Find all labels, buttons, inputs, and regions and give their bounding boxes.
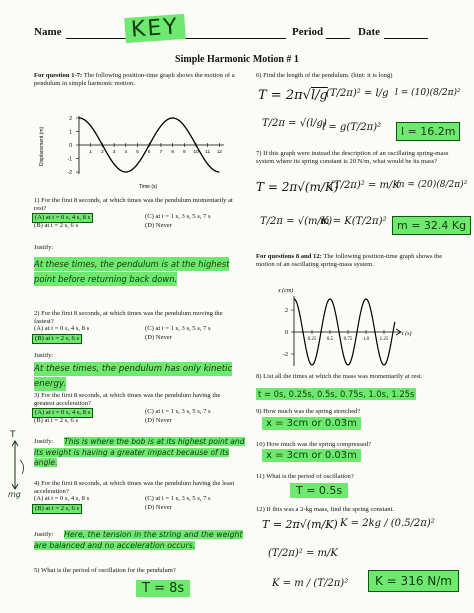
intro-2-bold: For questions 8 and 12: xyxy=(256,253,322,260)
q7-stem: 7) If this graph were instead the description of an oscillating spring-mass system where its spring constant is 20 N/m, what would be its mass? xyxy=(256,150,449,165)
q10-stem: 10) How much was the spring compressed? xyxy=(256,441,371,448)
q2-choice-b: (B) at t = 2 s, 6 s xyxy=(32,334,82,344)
q4-choice-c: (C) at t = 1 s, 3 s, 5 s, 7 s xyxy=(145,495,211,502)
graph2-axes xyxy=(294,296,401,366)
q6-stem: 6) Find the length of the pendulum. (hint: it is long) xyxy=(256,72,393,79)
graph1-xtick-label: 12 xyxy=(216,149,222,154)
side-tension-label: T xyxy=(10,430,16,440)
q4-stem: 4) For the first 8 seconds, at which times was the pendulum having the least acceleration? xyxy=(34,480,235,495)
q12-stem: 12) If this was a 2-kg mass, find the spring constant. xyxy=(256,506,395,513)
graph1-xtick-label: 8 xyxy=(171,149,174,154)
q5-answer: T = 8s xyxy=(128,580,198,597)
page-title: Simple Harmonic Motion # 1 xyxy=(175,54,299,65)
q7-work-5: m = K(T/2π)² xyxy=(320,216,387,227)
name-value: KEY xyxy=(124,14,185,43)
date-label: Date xyxy=(358,26,380,38)
graph1-xtick-label: 1 xyxy=(89,149,92,154)
q6-work-1: T = 2π√l/g xyxy=(258,88,328,103)
q8-answer: t = 0s, 0.25s, 0.5s, 0.75s, 1.0s, 1.25s xyxy=(258,389,415,399)
period-label: Period xyxy=(292,26,324,38)
q7-answer: m = 32.4 Kg xyxy=(392,216,471,235)
q4-choice-b: (B) at t = 2 s, 6 s xyxy=(32,504,82,514)
graph2-xtick-label: 1.25 xyxy=(379,337,389,342)
graph2-ylabel: x (cm) xyxy=(278,288,294,294)
graph1-xtick-label: 5 xyxy=(136,149,139,154)
graph1-ytick-label: 2 xyxy=(69,115,72,122)
q2-justify-label: Justify: xyxy=(34,352,54,359)
q7-work-1: T = 2π√(m/K) xyxy=(256,180,339,194)
graph2-ytick-label: 0 xyxy=(285,330,288,336)
graph1-xtick-label: 2 xyxy=(101,149,104,154)
q1-choice-c: (C) at t = 1 s, 3 s, 5 s, 7 s xyxy=(145,213,211,220)
q3-choice-a: (A) at t = 0 s, 4 s, 8 s xyxy=(32,408,93,418)
q6-work-5: l = g(T/2π)² xyxy=(322,122,382,133)
q6-work-4: T/2π = √(l/g) xyxy=(262,118,327,129)
q2-stem: 2) For the first 8 seconds, at which times was the pendulum moving the fastest? xyxy=(34,310,223,325)
graph1-xtick-label: 9 xyxy=(183,149,186,154)
q6-work-3: l = (10)(8/2π)² xyxy=(395,88,461,98)
intro-2 xyxy=(256,253,461,268)
spring-mass-graph xyxy=(268,282,418,372)
q1-justify-label: Justify: xyxy=(34,244,54,251)
graph2-xtick-label: 0.5 xyxy=(326,337,334,342)
period-line xyxy=(326,38,350,39)
graph1-axes xyxy=(79,116,224,174)
graph2-xtick-label: 0.75 xyxy=(343,337,353,342)
graph1-xtick-label: 7 xyxy=(159,149,163,154)
graph2-xtick-label: 1.0 xyxy=(362,337,370,342)
q3-choice-c: (C) at t = 1 s, 3 s, 5 s, 7 s xyxy=(145,408,211,415)
graph2-xtick-label: 0.25 xyxy=(307,337,317,342)
q5-stem: 5) What is the period of oscillation for the pendulum? xyxy=(34,567,176,574)
q10-answer: x = 3cm or 0.03m xyxy=(262,450,361,461)
q1-choice-b: (B) at t = 2 s, 6 s xyxy=(34,222,79,229)
q8-stem: 8) List all the times at which the mass was momentarily at rest. xyxy=(256,373,423,380)
q12-work-4: K = m / (T/2π)² xyxy=(272,578,349,589)
q11-stem: 11) What is the period of oscillation? xyxy=(256,473,354,480)
q12-work-2: K = 2kg / (0.5/2π)² xyxy=(340,518,435,529)
intro-1-text: The following position-time graph shows the motion of a pendulum in simple harmonic motion. xyxy=(34,72,235,87)
graph2-ytick-label: -2 xyxy=(283,352,288,358)
name-label: Name xyxy=(34,26,62,38)
graph1-xtick-label: 11 xyxy=(205,149,211,154)
q4-justify-label: Justify: xyxy=(34,531,54,538)
graph1-xtick-label: 4 xyxy=(124,149,128,154)
q6-work-2: (T/2π)² = l/g xyxy=(326,88,389,99)
q4-choice-a: (A) at t = 0 s, 4 s, 8 s xyxy=(34,495,90,502)
q7-work-4: T/2π = √(m/K) xyxy=(260,216,333,227)
graph1-ytick-label: -1 xyxy=(67,156,72,163)
intro-2-text: The following position-time graph shows the motion of an oscillating spring-mass system. xyxy=(256,253,443,268)
force-arrows-icon xyxy=(8,440,32,492)
q4-justify-answer: Here, the tension in the string and the weight are balanced and no acceleration occurs. xyxy=(34,530,243,550)
graph2-ytick-label: 2 xyxy=(285,308,288,314)
q1-stem: 1) For the first 8 seconds, at which times was the pendulum momentarily at rest? xyxy=(34,197,233,212)
graph1-xtick-label: 3 xyxy=(112,149,116,154)
q1-justify-answer: At these times, the pendulum is at the highest point before returning back down. xyxy=(34,259,230,284)
pendulum-graph xyxy=(34,108,234,190)
q3-choice-b: (B) at t = 2 s, 6 s xyxy=(34,417,79,424)
q7-work-2: (T/2π)² = m/K xyxy=(330,180,400,191)
q3-stem: 3) For the first 8 seconds, at which times was the pendulum having the greatest acceleration? xyxy=(34,392,221,407)
q3-justify-answer: This is where the bob is at its highest point and its weight is having a greater impact because of its angle. xyxy=(34,437,245,467)
graph1-ylabel: Displacement (m) xyxy=(39,126,45,166)
graph1-ytick-label: 1 xyxy=(69,129,72,136)
q7-work-3: m = (20)(8/2π)² xyxy=(396,180,468,190)
date-line xyxy=(384,38,428,39)
q2-choice-d: (D) Never xyxy=(145,334,172,341)
q9-stem: 9) How much was the spring stretched? xyxy=(256,408,361,415)
q2-choice-a: (A) at t = 0 s, 4 s, 8 s xyxy=(34,325,90,332)
graph1-xlabel: Time (s) xyxy=(139,184,158,190)
q1-choice-d: (D) Never xyxy=(145,222,172,229)
q1-choice-a: (A) at t = 0 s, 4 s, 8 s xyxy=(32,213,93,223)
q12-work-1: T = 2π√(m/K) xyxy=(262,518,338,531)
graph1-ytick-label: -2 xyxy=(67,169,72,176)
q12-answer: K = 316 N/m xyxy=(368,570,459,592)
q11-answer: T = 0.5s xyxy=(290,484,348,497)
graph2-xlabel: t (s) xyxy=(402,331,412,337)
graph1-xtick-label: 6 xyxy=(147,149,151,154)
q2-justify-answer: At these times, the pendulum has only kinetic energy. xyxy=(34,364,233,389)
q6-answer: l = 16.2m xyxy=(396,122,460,141)
side-weight-label: mg xyxy=(8,490,21,499)
intro-1-bold: For question 1-7: xyxy=(34,72,83,79)
graph1-xtick-label: 10 xyxy=(193,149,199,154)
q3-justify-label: Justify: xyxy=(34,438,54,445)
intro-1 xyxy=(34,72,239,87)
q9-answer: x = 3cm or 0.03m xyxy=(262,418,361,429)
q2-choice-c: (C) at t = 1 s, 3 s, 5 s, 7 s xyxy=(145,325,211,332)
q12-work-3: (T/2π)² = m/K xyxy=(268,548,338,559)
q4-choice-d: (D) Never xyxy=(145,504,172,511)
graph1-ytick-label: 0 xyxy=(69,142,72,149)
q3-choice-d: (D) Never xyxy=(145,417,172,424)
